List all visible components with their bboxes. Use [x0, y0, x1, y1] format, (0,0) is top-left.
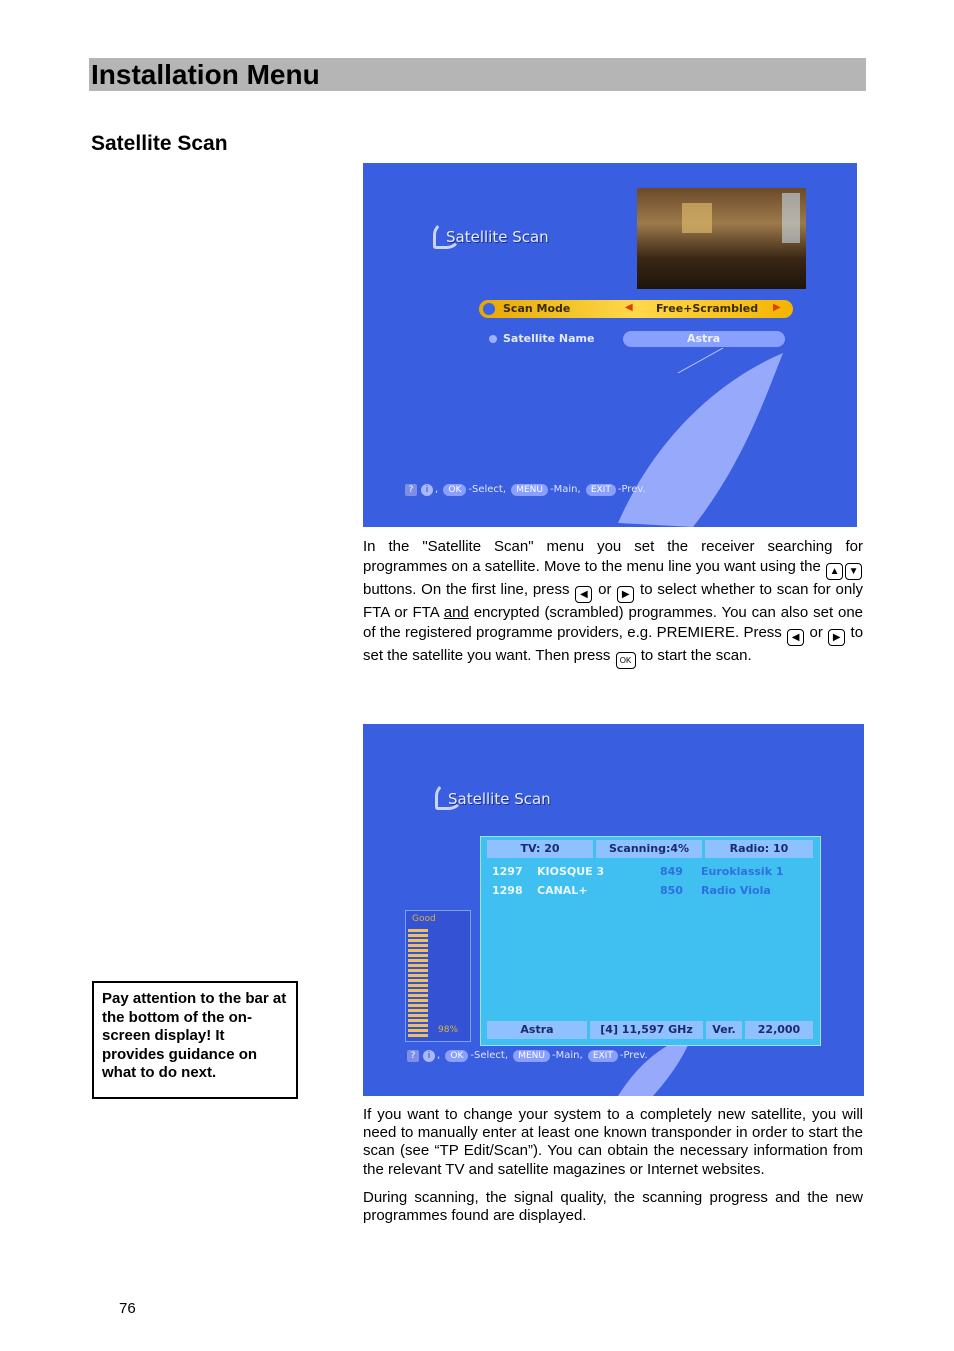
main-hint: -Main,: [549, 484, 581, 495]
screen-title: Satellite Scan: [446, 228, 549, 246]
screen-title: Satellite Scan: [448, 790, 551, 808]
satellite-name-value: Astra: [687, 332, 721, 345]
intro-text-9: to start the scan.: [640, 647, 752, 664]
status-polarisation: Ver.: [706, 1021, 742, 1039]
select-hint: -Select,: [470, 1050, 508, 1061]
page-number: 76: [119, 1300, 136, 1317]
signal-quality-value: 98%: [438, 1025, 459, 1035]
new-satellite-paragraph: If you want to change your system to a completely new satellite, you will need to manually enter at least one known transponder in order to start the scan (see “TP Edit/Scan”). You can obtain the necessary information from the relevant TV and satellite magazines or Internet websites.: [363, 1106, 863, 1178]
info-icon: i: [421, 484, 433, 496]
status-satellite: Astra: [487, 1021, 587, 1039]
guidance-note-box: Pay attention to the bar at the bottom of the on-screen display! It provides guidance on what to do next.: [92, 981, 298, 1099]
section-title: Satellite Scan: [91, 132, 228, 155]
intro-text-3: or: [598, 581, 612, 598]
help-bar: ? i , OK -Select, MENU -Main, EXIT -Prev.: [405, 484, 646, 496]
tv-row-name: CANAL+: [537, 884, 588, 897]
menu-key-icon: MENU: [511, 484, 548, 496]
ok-button-icon: OK: [616, 652, 636, 669]
closing-paragraphs: [363, 1106, 863, 1225]
tv-count-header: [487, 840, 593, 858]
right-button-icon: ▶: [828, 629, 845, 646]
down-button-icon: ▼: [845, 563, 862, 580]
radio-count-header: [705, 840, 813, 858]
intro-text-6: encrypted (scrambled) programmes. You can also set one of the registered programme providers, e.g. PREMIERE. Press: [363, 604, 864, 641]
radio-row-num: 850: [660, 884, 683, 897]
help-bar: ? i , OK -Select, MENU -Main, EXIT -Prev.: [407, 1050, 648, 1062]
scan-mode-bullet-icon: [483, 303, 495, 315]
help-icon: ?: [405, 484, 417, 496]
radio-row-num: 849: [660, 865, 683, 878]
preview-stained-glass: [782, 193, 800, 243]
status-symbol-rate: 22,000: [745, 1021, 813, 1039]
tv-row-name: KIOSQUE 3: [537, 865, 605, 878]
help-icon: ?: [407, 1050, 419, 1062]
exit-key-icon: EXIT: [586, 484, 616, 496]
main-hint: -Main,: [551, 1050, 583, 1061]
tv-row-num: 1298: [492, 884, 523, 897]
right-button-icon: ▶: [617, 586, 634, 603]
radio-count: 10: [773, 842, 789, 855]
prev-hint: -Prev.: [617, 484, 646, 495]
arrow-right-icon: ▶: [773, 302, 781, 313]
tv-count: 20: [544, 842, 560, 855]
menu-key-icon: MENU: [513, 1050, 550, 1062]
satellite-scan-screen-1: [363, 163, 857, 527]
satellite-name-bullet-icon: [489, 335, 497, 343]
radio-row-name: Radio Viola: [701, 884, 771, 897]
radio-label: Radio:: [729, 842, 770, 855]
section-header-bar: [89, 58, 866, 91]
scanning-display-paragraph: During scanning, the signal quality, the scanning progress and the new programmes found are displayed.: [363, 1188, 863, 1225]
intro-text-1: In the "Satellite Scan" menu you set the receiver searching for programmes on a satellite. Move to the menu line you want using the: [363, 538, 863, 575]
intro-text-8: to set the satellite you want. Then press: [363, 624, 864, 664]
left-button-icon: ◀: [575, 586, 592, 603]
up-button-icon: ▲: [826, 563, 843, 580]
signal-meter: [405, 910, 471, 1042]
preview-window: [682, 203, 712, 233]
satellite-scan-screen-2: [363, 724, 864, 1096]
tv-label: TV:: [520, 842, 541, 855]
radio-row-name: Euroklassik 1: [701, 865, 784, 878]
intro-text-and: and: [443, 604, 469, 621]
status-frequency: [4] 11,597 GHz: [590, 1021, 703, 1039]
arrow-left-icon: ◀: [625, 302, 633, 313]
page-title: Installation Menu: [91, 59, 320, 90]
intro-text-2: buttons. On the first line, press: [363, 581, 570, 598]
exit-key-icon: EXIT: [588, 1050, 618, 1062]
signal-quality-label: Good: [412, 914, 436, 924]
signal-bars: [408, 929, 428, 1037]
video-preview: [637, 188, 806, 289]
ok-key-icon: OK: [445, 1050, 468, 1062]
ok-key-icon: OK: [443, 484, 466, 496]
scan-mode-value: Free+Scrambled: [656, 302, 759, 315]
intro-text-7: or: [809, 624, 823, 641]
scan-mode-row[interactable]: [479, 300, 793, 318]
prev-hint: -Prev.: [619, 1050, 648, 1061]
select-hint: -Select,: [468, 484, 506, 495]
intro-paragraph: [363, 537, 863, 669]
intro-text-4: to select whether to scan for only FTA or FTA: [363, 581, 864, 621]
scanning-progress-header: Scanning:4%: [596, 840, 702, 858]
satellite-name-label: Satellite Name: [503, 332, 595, 345]
satellite-name-row[interactable]: [487, 331, 787, 349]
left-button-icon: ◀: [787, 629, 804, 646]
scan-mode-label: Scan Mode: [503, 302, 571, 315]
tv-row-num: 1297: [492, 865, 523, 878]
info-icon: i: [423, 1050, 435, 1062]
